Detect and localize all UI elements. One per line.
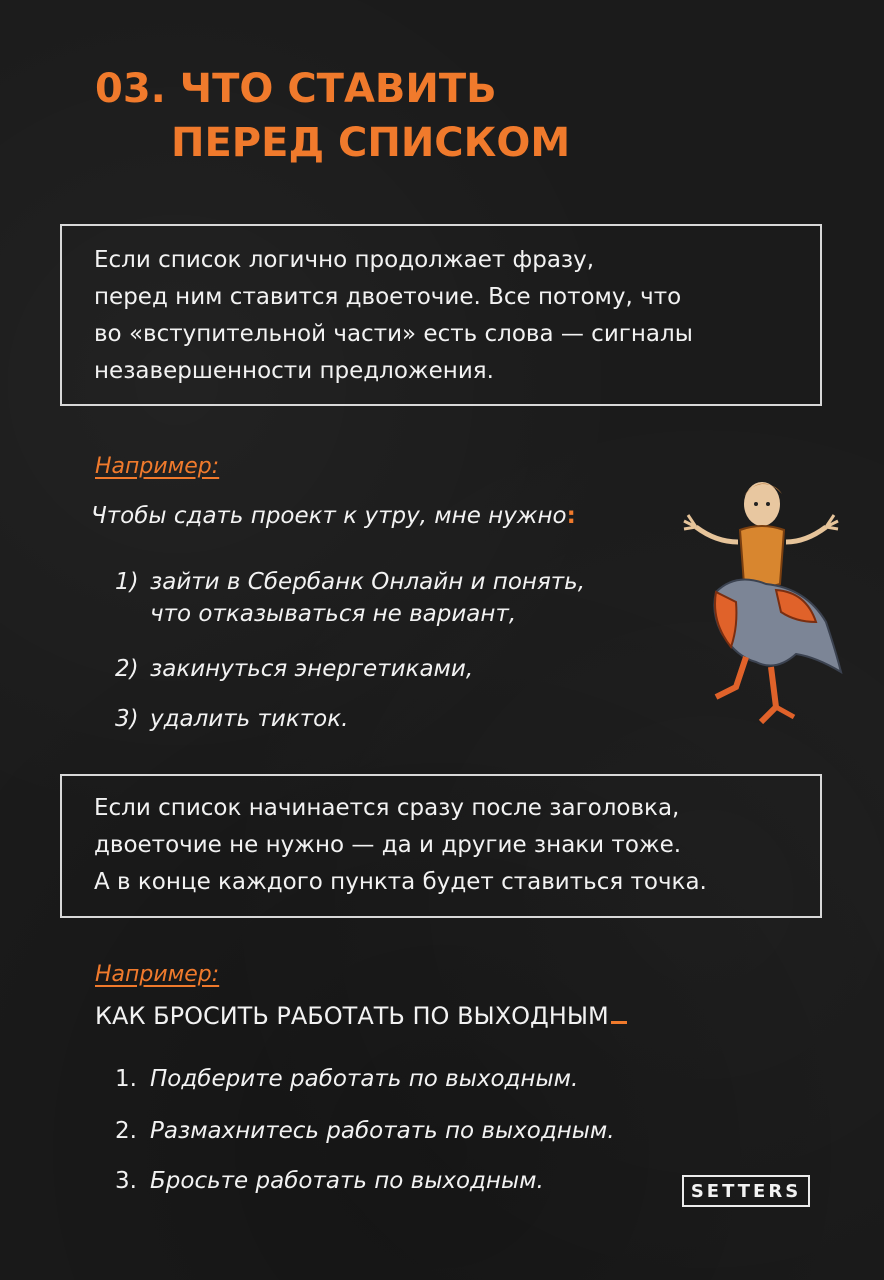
example-label: Например:: [95, 454, 220, 479]
list-text-continued: что отказываться не вариант,: [150, 601, 517, 627]
cursor-mark: [611, 1021, 627, 1024]
list-text: Подберите работать по выходным.: [150, 1066, 579, 1092]
rule-line: двоеточие не нужно — да и другие знаки тоже.: [94, 832, 682, 858]
list-item: [115, 566, 585, 630]
list-item: [115, 1168, 544, 1194]
list-item: [115, 656, 473, 682]
example-label: Например:: [95, 962, 220, 987]
list-number: 1): [115, 569, 139, 595]
list-number: 2): [115, 656, 139, 682]
list-text: зайти в Сбербанк Онлайн и понять,: [150, 569, 586, 595]
rule-line: во «вступительной части» есть слова — сигналы: [94, 321, 693, 347]
title-line-1: 03. ЧТО СТАВИТЬ: [95, 66, 497, 112]
page-title: [95, 62, 570, 170]
list-item: [115, 1118, 615, 1144]
rule-line: Если список начинается сразу после заголовка,: [94, 795, 680, 821]
rule-line: А в конце каждого пункта будет ставиться точка.: [94, 869, 707, 895]
title-line-2: ПЕРЕД СПИСКОМ: [171, 120, 571, 166]
list-text: Бросьте работать по выходным.: [150, 1168, 544, 1194]
list-number: 3): [115, 706, 139, 732]
rule-box-colon: [60, 224, 822, 406]
list-item: [115, 1066, 578, 1092]
intro-colon: :: [566, 503, 576, 529]
intro-text: Чтобы сдать проект к утру, мне нужно: [91, 503, 567, 529]
rule-line: перед ним ставится двоеточие. Все потому, что: [94, 284, 682, 310]
example-heading: [95, 1002, 627, 1030]
example-heading-text: КАК БРОСИТЬ РАБОТАТЬ ПО ВЫХОДНЫМ: [95, 1002, 609, 1030]
list-text: закинуться энергетиками,: [150, 656, 474, 682]
list-number: 2.: [115, 1118, 137, 1144]
list-item: [115, 706, 348, 732]
rule-line: незавершенности предложения.: [94, 358, 494, 384]
rule-box-heading: [60, 774, 822, 918]
setters-logo: SETTERS: [682, 1175, 810, 1207]
example-intro: [91, 503, 576, 529]
rule-line: Если список логично продолжает фразу,: [94, 247, 595, 273]
list-text: удалить тикток.: [150, 706, 349, 732]
list-number: 1.: [115, 1066, 137, 1092]
list-number: 3.: [115, 1168, 137, 1194]
medieval-harpy-icon: [676, 472, 846, 732]
list-text: Размахнитесь работать по выходным.: [150, 1118, 615, 1144]
